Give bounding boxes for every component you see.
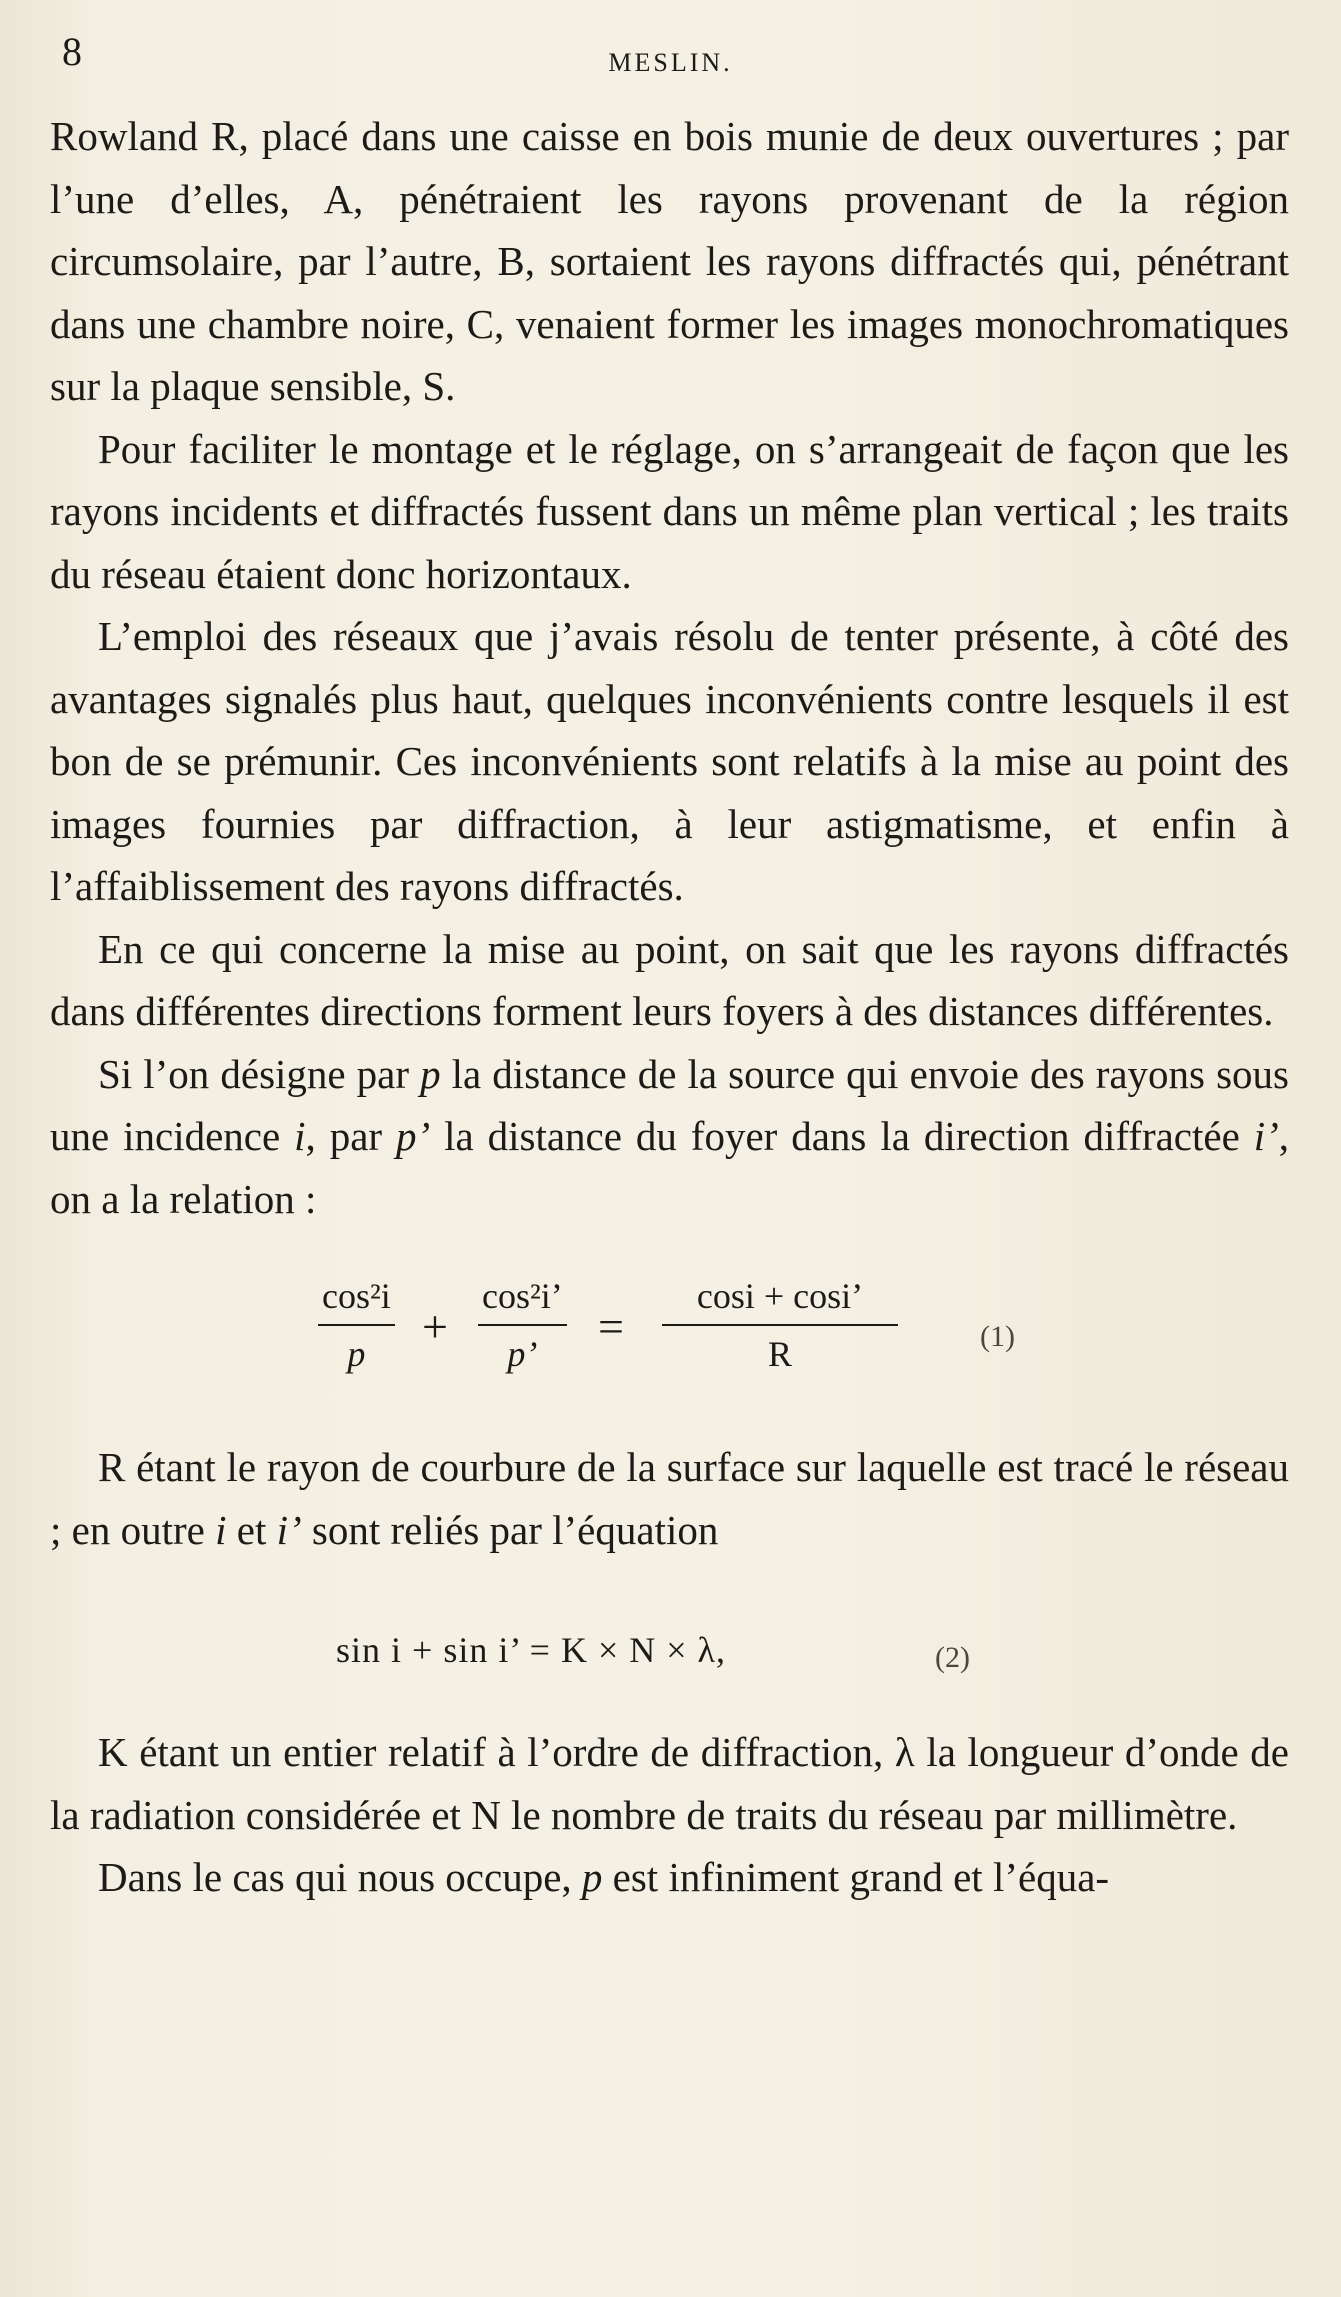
- text: Si l’on désigne par: [98, 1050, 421, 1097]
- fraction-2-denominator: p’: [507, 1334, 538, 1374]
- text: R étant le rayon de courbure de la surface sur laquelle est tracé le réseau ; en outre: [50, 1444, 1289, 1553]
- page-number: 8: [62, 29, 82, 74]
- fraction-2: [478, 1274, 567, 1376]
- equation-2-number: (2): [935, 1641, 970, 1674]
- text: la distance de la source qui envoie des rayons sous une incidence: [50, 1050, 1289, 1159]
- equation-1: [50, 1248, 1289, 1428]
- text: Dans le cas qui nous occupe,: [98, 1854, 582, 1900]
- text: , par: [305, 1113, 397, 1159]
- fraction-bar: [478, 1324, 567, 1326]
- paragraph-6: [50, 1436, 1289, 1561]
- page-header: [0, 28, 1341, 88]
- plus-sign: +: [422, 1301, 448, 1352]
- fraction-2-numerator: cos²i’: [482, 1276, 563, 1316]
- var-p-prime: p’: [396, 1113, 431, 1159]
- fraction-1: [318, 1274, 395, 1376]
- text: sont reliés par l’équation: [301, 1506, 719, 1553]
- fraction-3-denominator: R: [767, 1334, 792, 1374]
- var-i-prime: i’: [276, 1506, 302, 1553]
- var-i: i: [215, 1506, 227, 1553]
- paragraph-5: [50, 1043, 1289, 1231]
- paragraph-2: Pour faciliter le montage et le réglage, on s’arrangeait de façon que les rayons incidents et diffractés fussent dans un même plan vertical ; les traits du réseau étaient donc horizontaux.: [50, 425, 1289, 597]
- equation-2: [50, 1571, 1289, 1711]
- page-body: [50, 105, 1289, 1909]
- fraction-bar: [662, 1324, 898, 1326]
- paragraph-8: [50, 1846, 1289, 1909]
- text: , on a la relation :: [50, 1113, 1290, 1222]
- fraction-1-numerator: cos²i: [322, 1276, 391, 1316]
- paragraph-3: L’emploi des réseaux que j’avais résolu de tenter présente, à côté des avantages signalés plus haut, quelques inconvénients contre lesquels il est bon de se prémunir. Ces inconvénients sont relatifs à la mise au point des images fournies par diffraction, à leur astigmatisme, et enfin à l’affaiblissement des rayons diffractés.: [50, 613, 1289, 909]
- paragraph-4: En ce qui concerne la mise au point, on sait que les rayons diffractés dans différentes directions forment leurs foyers à des distances différentes.: [50, 925, 1289, 1034]
- equation-2-formula: sin i + sin i’ = K × N × λ,: [336, 1630, 727, 1670]
- paragraph-7: K étant un entier relatif à l’ordre de diffraction, λ la longueur d’onde de la radiation considérée et N le nombre de traits du réseau par millimètre.: [50, 1729, 1289, 1838]
- equals-sign: =: [598, 1301, 624, 1352]
- equation-1-number: (1): [980, 1320, 1015, 1353]
- var-p: p: [581, 1854, 603, 1900]
- var-p: p: [420, 1050, 441, 1097]
- fraction-1-denominator: p: [347, 1334, 366, 1374]
- text: la distance du foyer dans la direction diffractée: [430, 1113, 1254, 1159]
- text: est infiniment grand et l’équa-: [602, 1854, 1110, 1900]
- fraction-3: [662, 1274, 898, 1376]
- fraction-bar: [318, 1324, 395, 1326]
- var-i: i: [294, 1113, 306, 1159]
- var-i-prime: i’: [1253, 1113, 1279, 1159]
- fraction-3-numerator: cosi + cosi’: [696, 1276, 864, 1316]
- paragraph-1: Rowland R, placé dans une caisse en bois munie de deux ouvertures ; par l’une d’elles, A, pénétraient les rayons provenant de la région circumsolaire, par l’autre, B, sortaient les rayons diffractés qui, pénétrant dans une chambre noire, C, venaient former les images monochromatiques sur la plaque sensible, S.: [50, 113, 1289, 409]
- running-head: MESLIN.: [608, 48, 733, 77]
- text: et: [226, 1506, 277, 1553]
